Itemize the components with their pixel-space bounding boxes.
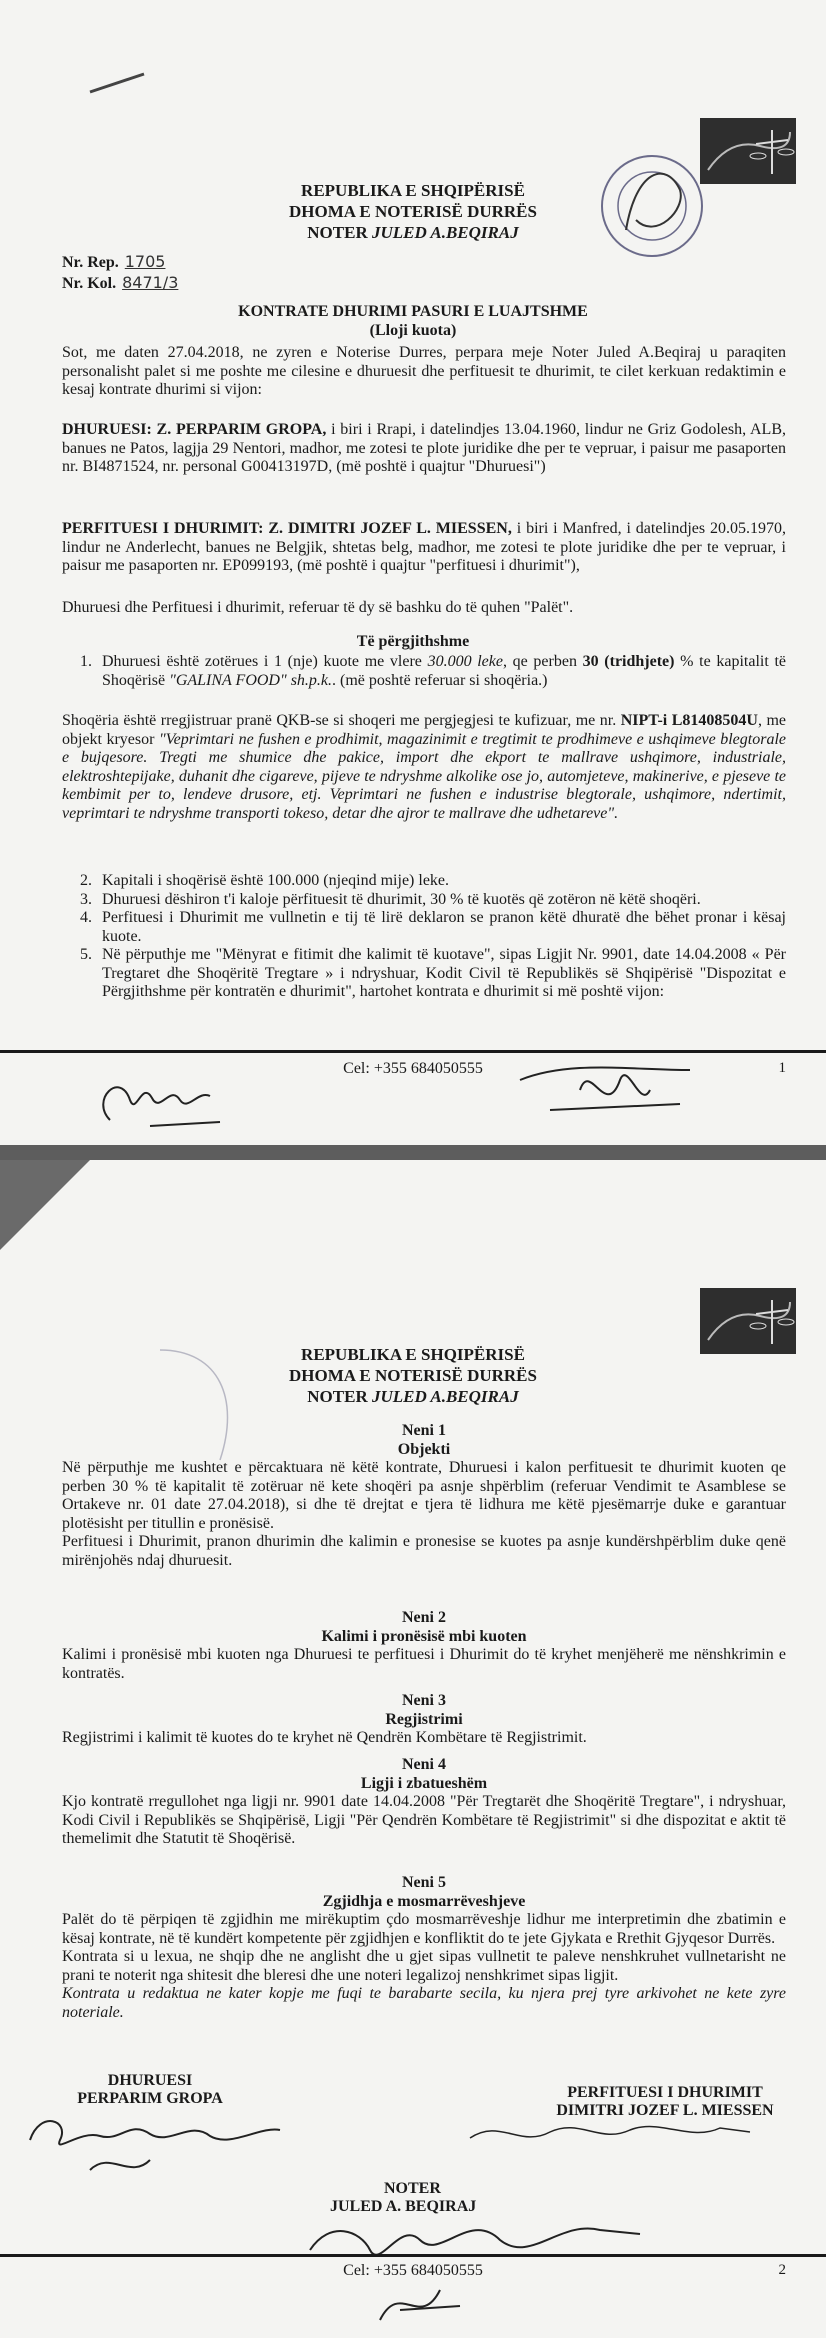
donor-handwritten-signature [20, 2100, 300, 2190]
nr-rep-label: Nr. Rep. [62, 254, 119, 271]
general-list-continued [80, 872, 786, 1002]
document-header [0, 1344, 826, 1407]
list-item: 3. Dhuruesi dëshiron t'i kaloje përfituesit të dhurimit, 30 % të kuotës që zotëron në këtë shoqëri. [80, 890, 701, 908]
header-noter [0, 1386, 826, 1407]
list-item-text: Kapitali i shoqërisë është 100.000 (njeqind mije) leke. [102, 872, 450, 889]
notary-sign-name: JULED A. BEQIRAJ [330, 2198, 477, 2215]
donor-signature [90, 1060, 250, 1140]
footer-rule [0, 2254, 826, 2257]
general-section-title: Të përgjithshme [356, 633, 470, 650]
beneficiary-paragraph [62, 520, 786, 576]
page-number: 2 [778, 2262, 786, 2278]
folded-corner [0, 1160, 90, 1250]
article-2-p: Kalimi i pronësisë mbi kuoten nga Dhuruesi te perfituesi i Dhurimit do të kryhet menjëherë me nënshkrimin e kontratës. [62, 1646, 786, 1682]
beneficiary-sign-label: PERFITUESI I DHURIMIT [567, 2084, 763, 2101]
list-item-text: Në përputhje me "Mënyrat e fitimit dhe kalimit të kuotave", sipas Ligjit Nr. 9901, date 14.04.2008 « Për Tregtaret dhe Shoqëritë Tregtare » i ndryshuar, Kodit Civil të Republikës së Shqipërisë "Dispozitat e Përgjithshme për kontratën e dhurimit", hartohet kontrata e dhurimit si më poshtë vijon: [102, 946, 786, 1000]
contract-title-block [0, 302, 826, 340]
noter-label: NOTER [307, 223, 368, 242]
noter-name: JULED A.BEQIRAJ [371, 1387, 519, 1406]
article-4 [62, 1756, 786, 1849]
list-item: 2. Kapitali i shoqërisë është 100.000 (njeqind mije) leke. [80, 872, 450, 889]
article-3-title: Regjistrimi [385, 1710, 463, 1728]
article-1-number: Neni 1 [402, 1422, 446, 1439]
beneficiary-label: PERFITUESI I DHURIMIT: Z. DIMITRI JOZEF L. MIESSEN, [62, 520, 512, 537]
article-5-title: Zgjidhja e mosmarrëveshjeve [322, 1892, 526, 1910]
article-5-number: Neni 5 [402, 1874, 446, 1891]
article-2-number: Neni 2 [402, 1609, 446, 1626]
nr-rep-value: 1705 [124, 252, 166, 271]
header-republic: REPUBLIKA E SHQIPËRISË [301, 181, 525, 200]
article-1-p1: Në përputhje me kushtet e përcaktuara në këtë kontrate, Dhuruesi i kalon perfituesit te dhurimit kuoten qe perben 30 % të kapitalit të zotëruar në kete shoqëri pa asnje shpërblim (referuar Vendimit te Asamblese se Ortakeve nr. 01 date 27.04.2018), si dhe të drejtat e tjera të lidhura me këtë pjesëmarrje duke e garantuar plotësisht per titullin e pronësisë. [62, 1459, 786, 1532]
article-3 [62, 1692, 786, 1748]
beneficiary-text: i biri i Manfred, i datelindjes 20.05.1970, lindur ne Anderlecht, banues ne Belgjik, shtetas belg, madhor, me zotesi te plote juridike dhe per te vepruar, i paisur me pasaporten nr. EP099193, (më poshtë i quajtur "perfituesi i dhurimit"), [62, 520, 787, 574]
nr-kol-label: Nr. Kol. [62, 275, 117, 292]
donor-sign-name: PERPARIM GROPA [77, 2090, 223, 2107]
article-5 [62, 1874, 786, 2022]
page-gap [0, 1145, 826, 1160]
article-5-p2: Kontrata si u lexua, ne shqip dhe ne anglisht dhe u gjet sipas vullnetit te paleve nenshkruhet vullnetarisht ne prani te noterit nga shitesit dhe bleresi dhe une noteri legalizoj nenshkrimet sipas ligjit. [62, 1948, 786, 1984]
article-1-p2: Perfituesi i Dhurimit, pranon dhurimin dhe kalimin e pronesise se kuotes pa asnje kundërshpërblim duke qenë mirënjohës ndaj dhuruesit. [62, 1533, 786, 1569]
parties-paragraph: Dhuruesi dhe Perfituesi i dhurimit, referuar të dy së bashku do të quhen "Palët". [62, 599, 574, 616]
bottom-signature [360, 2270, 480, 2338]
article-3-p: Regjistrimi i kalimit të kuotes do te kryhet në Qendrën Kombëtare të Regjistrimit. [62, 1729, 587, 1746]
list-item: 5. Në përputhje me "Mënyrat e fitimit dhe kalimit të kuotave", sipas Ligjit Nr. 9901, date 14.04.2008 « Për Tregtaret dhe Shoqëritë Tregtare » i ndryshuar, Kodit Civil të Republikës së Shqipërisë "Dispozitat e Përgjithshme për kontratën e dhurimit", hartohet kontrata e dhurimit si më poshtë vijon: [80, 946, 786, 1000]
nr-kol-value: 8471/3 [122, 273, 179, 292]
article-4-title: Ligji i zbatueshëm [360, 1774, 488, 1792]
header-chamber: DHOMA E NOTERISË DURRËS [289, 1366, 537, 1385]
list-item: 4. Perfituesi i Dhurimit me vullnetin e tij të lirë deklaron se pranon këtë dhuratë dhe bëhet pronar i kësaj kuote. [80, 909, 786, 945]
header-republic: REPUBLIKA E SHQIPËRISË [301, 1345, 525, 1364]
contract-title: KONTRATE DHURIMI PASURI E LUAJTSHME [238, 303, 588, 320]
article-3-number: Neni 3 [402, 1692, 446, 1709]
donor-paragraph [62, 421, 786, 477]
footer-phone: Cel: +355 684050555 [343, 2262, 483, 2279]
contract-subtitle: (Lloji kuota) [369, 322, 457, 339]
footer-phone: Cel: +355 684050555 [343, 1060, 483, 1077]
nr-kol [62, 273, 178, 294]
beneficiary-handwritten-signature [460, 2108, 760, 2168]
document-header [0, 180, 826, 243]
article-5-p3: Kontrata u redaktua ne kater kopje me fuqi te barabarte secila, ku njera prej tyre arkivohet ne kete zyre noteriale. [62, 1985, 786, 2021]
article-1 [62, 1422, 786, 1570]
noter-name: JULED A.BEQIRAJ [371, 223, 519, 242]
article-4-p: Kjo kontratë rregullohet nga ligji nr. 9901 date 14.04.2008 "Për Tregtarët dhe Shoqëritë Tregtare", i ndryshuar, Kodi Civil i Republikës se Shqipërisë, Ligji "Për Qendrën Kombëtare të Regjistrimit" si dhe dispozitat e aktit të themelimit dhe Statutit të Shoqërisë. [62, 1793, 786, 1847]
noter-label: NOTER [307, 1387, 368, 1406]
beneficiary-sign-name: DIMITRI JOZEF L. MIESSEN [556, 2102, 774, 2119]
article-5-p1: Palët do të përpiqen të zgjidhin me mirëkuptim çdo mosmarrëveshje lidhur me interpretimin dhe zbatimin e kësaj kontrate, në të kundërt kompetente për zgjidhjen e konfliktit do te jete Gjykata e Rrethit Gjyqesor Durrës. [62, 1911, 786, 1947]
donor-sign-label: DHURUESI [107, 2072, 193, 2089]
general-list [80, 653, 786, 690]
intro-paragraph: Sot, me daten 27.04.2018, ne zyren e Noterise Durres, perpara meje Noter Juled A.Beqiraj u paraqiten personalisht palet si me poshte me cilesine e dhuruesit dhe perfituesit te dhurimit, te cilet kerkuan redaktimin e kesaj kontrate dhurimi si vijon: [62, 344, 786, 398]
article-4-number: Neni 4 [402, 1756, 446, 1773]
reference-numbers [62, 252, 178, 294]
header-noter [0, 222, 826, 243]
donor-label: DHURUESI: Z. PERPARIM GROPA, [62, 421, 327, 438]
page-1 [0, 0, 826, 1145]
company-paragraph: Shoqëria është rregjistruar pranë QKB-se si shoqeri me pergjegjesi te kufizuar, me nr. NIPT-i L81408504U, me objekt kryesor "Veprimtari ne fushen e prodhimit, magazinimit e tregtimit te prodhimeve e ushqimeve blegtorale e bujqesore. Tregti me shumice dhe pakice, import dhe ekport te mallrave ushqimore, industriale, elektroshtepijake, duhanit dhe cigareve, pijeve te ndryshme alkolike ose jo, automjeteve, makinerive, e pjeseve te kembimit per to, lendeve drusore, etj. Veprimtari ne fushen e industrise blegtorale, ushqimore, ndertimit, veprimtari te ndryshme transporti tokeso, detar dhe ajror te mallrave dhe udhetareve". [62, 712, 787, 822]
list-item-text: Perfituesi i Dhurimit me vullnetin e tij të lirë deklaron se pranon këtë dhuratë dhe bëhet pronar i kësaj kuote. [102, 909, 786, 945]
notary-signature [510, 1040, 710, 1130]
header-chamber: DHOMA E NOTERISË DURRËS [289, 202, 537, 221]
list-item-text: Dhuruesi është zotërues i 1 (nje) kuote me vlere 30.000 leke, qe perben 30 (tridhjete) % te kapitalit të Shoqërisë "GALINA FOOD" sh.p.k.. (më poshtë referuar si shoqëria.) [102, 653, 787, 689]
list-item: 1. Dhuruesi është zotërues i 1 (nje) kuote me vlere 30.000 leke, qe perben 30 (tridhjete) % te kapitalit të Shoqërisë "GALINA FOOD" sh.p.k.. (më poshtë referuar si shoqëria.) [80, 653, 787, 689]
article-2 [62, 1609, 786, 1683]
notary-emblem-icon [700, 118, 796, 184]
pen-mark [88, 68, 148, 98]
notary-sign-label: NOTER [384, 2180, 441, 2197]
donor-text: i biri i Rrapi, i datelindjes 13.04.1960, lindur ne Griz Godolesh, ALB, banues ne Patos, lagjja 29 Nentori, madhor, me zotesi te plote juridike dhe per te vepruar, i paisur me pasaporten nr. BI4871524, nr. personal G00413197D, (më poshtë i quajtur "Dhuruesi") [62, 421, 787, 475]
article-1-title: Objekti [397, 1440, 451, 1458]
list-item-text: Dhuruesi dëshiron t'i kaloje përfituesit të dhurimit, 30 % të kuotës që zotëron në këtë shoqëri. [102, 890, 701, 908]
page-2 [0, 1160, 826, 2338]
nr-rep [62, 252, 178, 273]
article-2-title: Kalimi i pronësisë mbi kuoten [321, 1627, 527, 1645]
page-number: 1 [778, 1060, 786, 1076]
